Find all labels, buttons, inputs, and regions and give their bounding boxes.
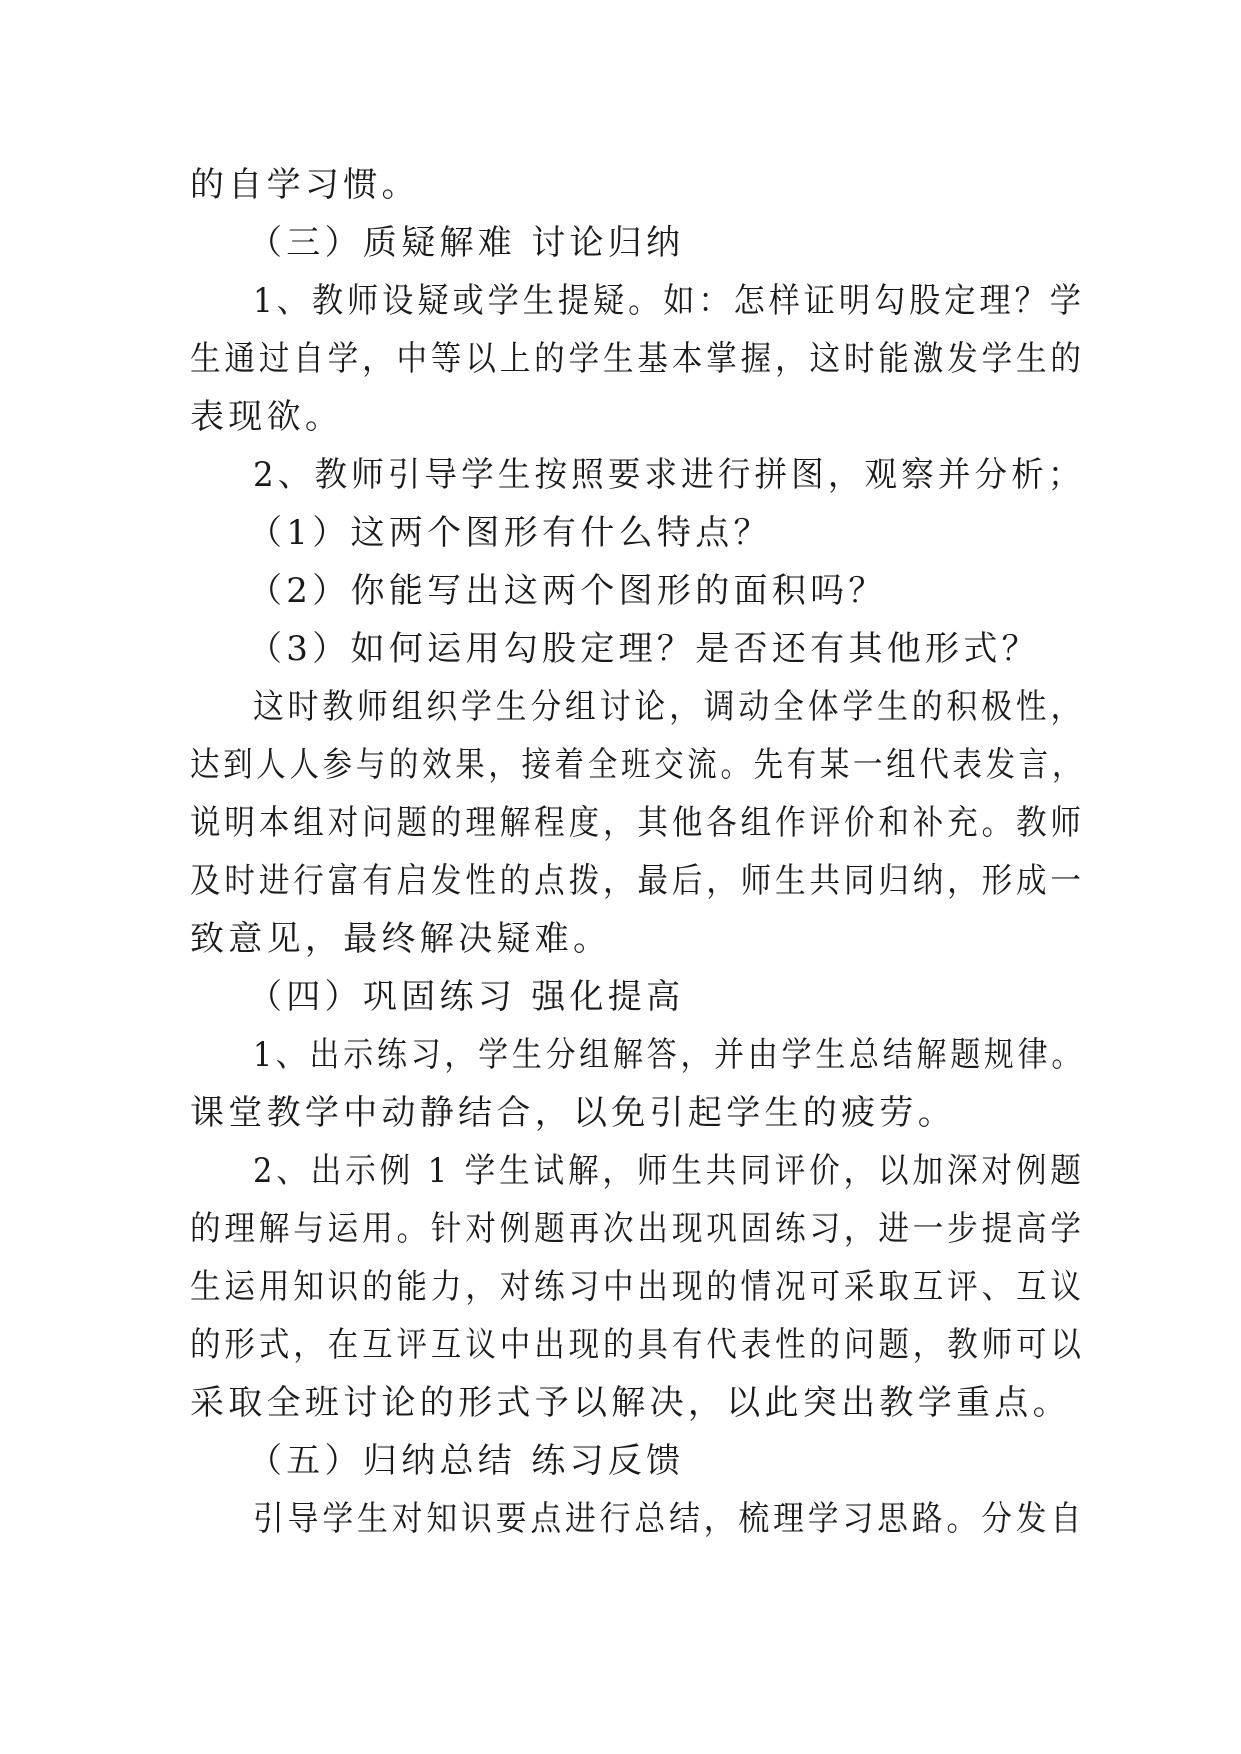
list-item: （3）如何运用勾股定理？是否还有其他形式？ [248,629,1040,669]
text-line: 1、出示练习，学生分组解答，并由学生总结解题规律。 [253,1035,1086,1075]
text-line: 的自学习惯。 [190,165,420,205]
text-line: 这时教师组织学生分组讨论，调动全体学生的积极性， [253,687,1086,727]
list-item: （2）你能写出这两个图形的面积吗？ [248,571,887,611]
text-line: 生通过自学，中等以上的学生基本掌握，这时能激发学生的 [190,339,1085,379]
text-line: 生运用知识的能力，对练习中出现的情况可采取互评、互议 [190,1267,1085,1307]
text-line: 的形式，在互评互议中出现的具有代表性的问题，教师可以 [190,1325,1085,1365]
text-line: 2、出示例 1 学生试解，师生共同评价，以加深对例题 [253,1151,1085,1191]
section-heading: （四）巩固练习 强化提高 [248,977,685,1017]
text-line: 及时进行富有启发性的点拨，最后，师生共同归纳，形成一 [190,861,1085,901]
text-line: 致意见，最终解决疑难。 [190,919,612,959]
text-line: 的理解与运用。针对例题再次出现巩固练习，进一步提高学 [190,1209,1085,1249]
text-line: 采取全班讨论的形式予以解决，以此突出教学重点。 [190,1383,1071,1423]
section-heading: （三）质疑解难 讨论归纳 [248,223,685,263]
text-line: 引导学生对知识要点进行总结，梳理学习思路。分发自 [253,1499,1086,1539]
section-heading: （五）归纳总结 练习反馈 [248,1441,685,1481]
text-line: 达到人人参与的效果，接着全班交流。先有某一组代表发言， [190,745,1086,785]
text-line: 1、教师设疑或学生提疑。如：怎样证明勾股定理？学 [253,281,1085,321]
list-item: （1）这两个图形有什么特点？ [248,513,772,553]
text-line: 2、教师引导学生按照要求进行拼图，观察并分析； [253,455,1085,495]
text-line: 课堂教学中动静结合，以免引起学生的疲劳。 [190,1093,956,1133]
text-line: 说明本组对问题的理解程度，其他各组作评价和补充。教师 [190,803,1085,843]
text-line: 表现欲。 [190,397,344,437]
